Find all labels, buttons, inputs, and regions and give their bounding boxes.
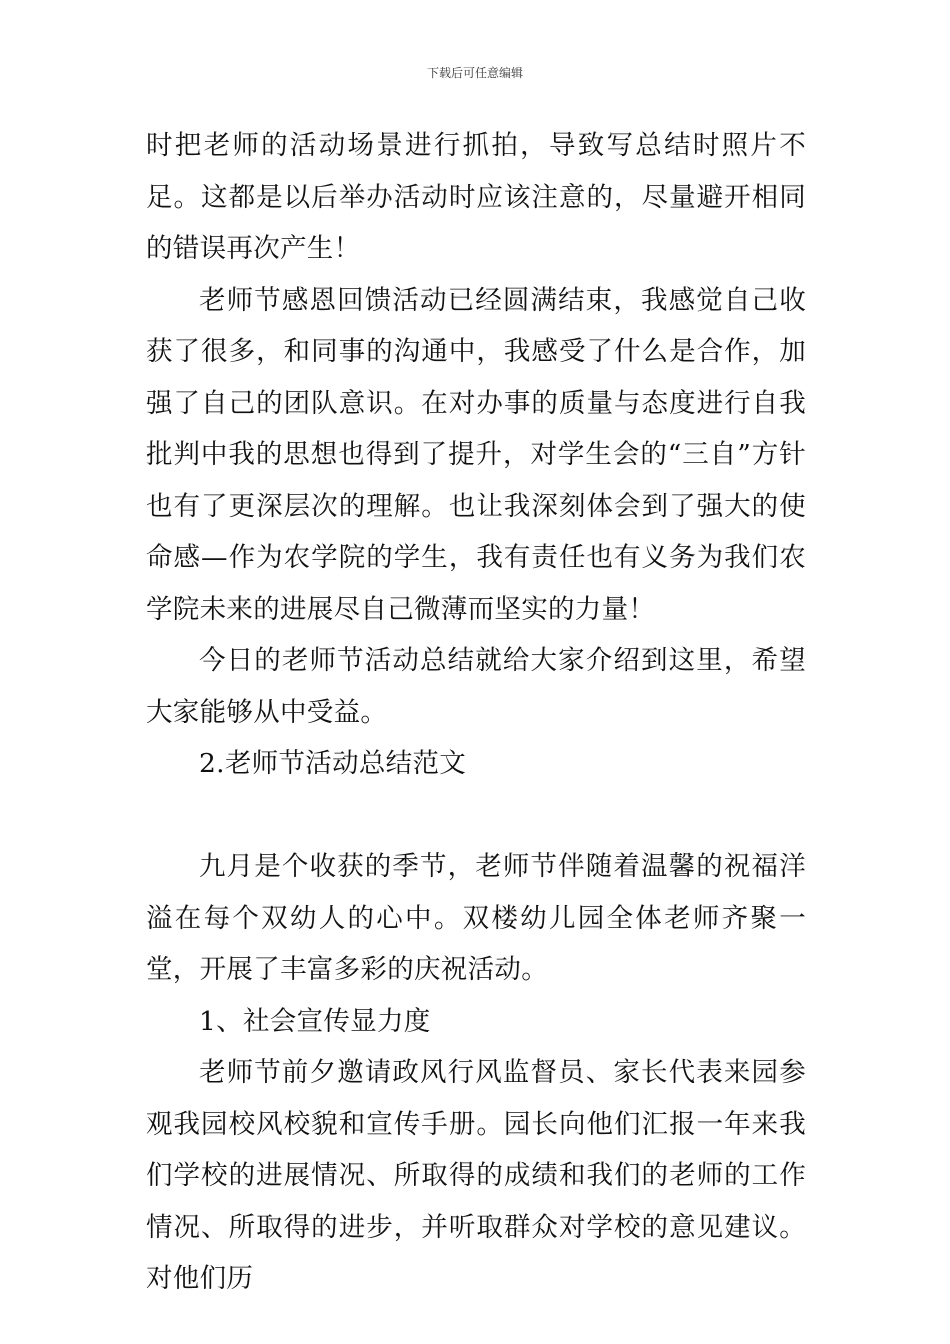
page-header: 下载后可任意编辑 <box>426 66 523 80</box>
paragraph-closing: 今日的老师节活动总结就给大家介绍到这里，希望大家能够从中受益。 <box>146 645 806 728</box>
paragraph-publicity: 老师节前夕邀请政风行风监督员、家长代表来园参观我园校风校貌和宣传手册。园长向他们汇报一年来我们学校的进展情况、所取得的成绩和我们的老师的工作情况、所取得的进步，并听取群众对学校的意见建议。对他们历 <box>146 1057 806 1294</box>
blank-line <box>146 790 806 842</box>
paragraph-intro: 九月是个收获的季节，老师节伴随着温馨的祝福洋溢在每个双幼人的心中。双楼幼儿园全体老师齐聚一堂，开展了丰富多彩的庆祝活动。 <box>146 851 806 985</box>
document-body <box>146 120 806 1305</box>
paragraph-continuation: 时把老师的活动场景进行抓拍，导致写总结时照片不足。这都是以后举办活动时应该注意的，尽量避开相同的错误再次产生！ <box>146 130 806 264</box>
subsection-heading: 1、社会宣传显力度 <box>199 1005 431 1037</box>
paragraph-reflection: 老师节感恩回馈活动已经圆满结束，我感觉自己收获了很多，和同事的沟通中，我感受了什么是合作，加强了自己的团队意识。在对办事的质量与态度进行自我批判中我的思想也得到了提升，对学生会的“三自”方针也有了更深层次的理解。也让我深刻体会到了强大的使命感—作为农学院的学生，我有责任也有义务为我们农学院未来的进展尽自己微薄而坚实的力量！ <box>146 284 806 625</box>
section-heading: 2.老师节活动总结范文 <box>199 748 467 779</box>
